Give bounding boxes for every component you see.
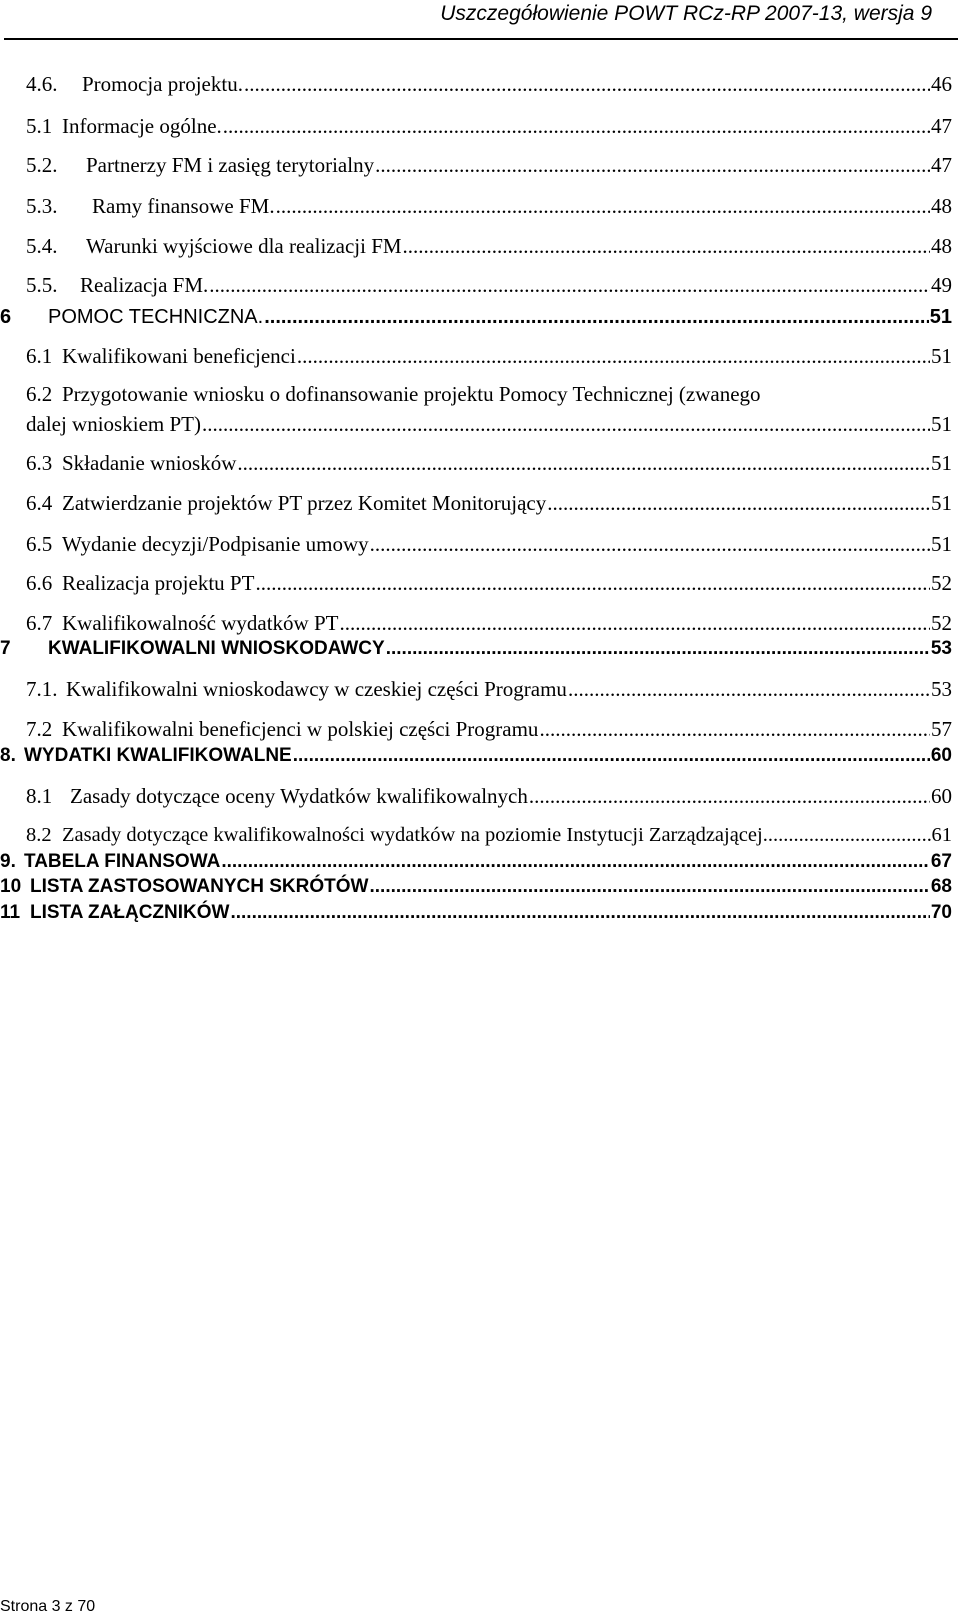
toc-entry-number: 4.6. bbox=[26, 72, 58, 96]
toc-entry-title: Kwalifikowani beneficjenci bbox=[62, 344, 296, 368]
toc-entry-number: 8. bbox=[0, 745, 16, 766]
toc-entry-6[interactable] bbox=[0, 306, 952, 329]
toc-entry-6-4[interactable] bbox=[0, 491, 952, 516]
toc-entry-page: 51 bbox=[931, 491, 952, 515]
toc-entry-page: 46 bbox=[931, 72, 952, 96]
toc-entry-page: 51 bbox=[931, 412, 952, 436]
toc-dot-leader bbox=[221, 851, 930, 873]
toc-dot-leader bbox=[255, 571, 930, 596]
toc-dot-leader bbox=[276, 194, 930, 219]
toc-entry-page: 67 bbox=[930, 851, 952, 872]
toc-entry-page: 48 bbox=[931, 194, 952, 218]
toc-dot-leader bbox=[297, 344, 930, 369]
toc-dot-leader bbox=[237, 451, 930, 476]
toc-entry-title: Kwalifikowalni beneficjenci w polskiej części Programu bbox=[62, 717, 539, 741]
toc-entry-title: Promocja projektu. bbox=[82, 72, 243, 96]
toc-entry-title: Zasady dotyczące oceny Wydatków kwalifikowalnych bbox=[70, 784, 528, 808]
toc-entry-number: 6.3 bbox=[26, 451, 53, 475]
header-rule bbox=[4, 38, 958, 40]
toc-dot-leader bbox=[539, 717, 930, 742]
toc-dot-leader bbox=[568, 677, 930, 702]
toc-dot-leader bbox=[403, 234, 930, 259]
toc-dot-leader bbox=[244, 72, 930, 97]
toc-entry-number: 6.1 bbox=[26, 344, 53, 368]
toc-entry-page: 53 bbox=[930, 638, 952, 659]
toc-entry-number: 6.7 bbox=[26, 611, 53, 635]
toc-dot-leader bbox=[202, 412, 930, 437]
toc-entry-title: Partnerzy FM i zasięg terytorialny bbox=[86, 153, 375, 177]
toc-entry-5-3[interactable] bbox=[0, 194, 952, 219]
toc-entry-title-continued: dalej wnioskiem PT) bbox=[26, 412, 201, 436]
toc-entry-number: 5.3. bbox=[26, 194, 58, 218]
toc-entry-title: Wydanie decyzji/Podpisanie umowy bbox=[62, 532, 369, 556]
toc-entry-number: 7 bbox=[0, 638, 11, 659]
toc-entry-7[interactable] bbox=[0, 638, 952, 660]
toc-entry-page: 70 bbox=[930, 902, 952, 923]
page-header: Uszczegółowienie POWT RCz-RP 2007-13, wersja 9 bbox=[440, 2, 932, 25]
toc-entry-page: 60 bbox=[931, 784, 952, 808]
toc-entry-page: 49 bbox=[931, 273, 952, 297]
toc-entry-number: 5.2. bbox=[26, 153, 58, 177]
toc-entry-8[interactable] bbox=[0, 745, 952, 767]
toc-dot-leader bbox=[547, 491, 930, 516]
toc-dot-leader bbox=[369, 876, 929, 898]
toc-entry-page: 51 bbox=[929, 306, 952, 328]
toc-entry-number: 6.5 bbox=[26, 532, 53, 556]
toc-entry-number: 6.2 bbox=[26, 382, 53, 406]
toc-dot-leader bbox=[370, 532, 930, 557]
toc-entry-9[interactable] bbox=[0, 851, 952, 873]
toc-dot-leader bbox=[339, 611, 930, 636]
toc-entry-title: LISTA ZASTOSOWANYCH SKRÓTÓW bbox=[30, 876, 369, 897]
toc-dot-leader bbox=[264, 306, 929, 329]
toc-entry-title: Przygotowanie wniosku o dofinansowanie projektu Pomocy Technicznej (zwanego bbox=[62, 382, 761, 406]
toc-entry-number: 6 bbox=[0, 306, 12, 328]
toc-entry-page: 48 bbox=[931, 234, 952, 258]
toc-dot-leader bbox=[763, 824, 932, 847]
toc-entry-page: 51 bbox=[931, 344, 952, 368]
toc-dot-leader bbox=[209, 273, 930, 298]
toc-entry-number: 11 bbox=[0, 902, 21, 923]
toc-entry-title: Ramy finansowe FM. bbox=[92, 194, 275, 218]
toc-dot-leader bbox=[223, 114, 930, 139]
toc-dot-leader bbox=[375, 153, 930, 178]
toc-dot-leader bbox=[386, 638, 930, 660]
toc-entry-title: Zatwierdzanie projektów PT przez Komitet Monitorujący bbox=[62, 491, 547, 515]
toc-entry-5-5[interactable] bbox=[0, 273, 952, 298]
toc-entry-11[interactable] bbox=[0, 902, 952, 924]
toc-entry-page: 60 bbox=[930, 745, 952, 766]
toc-entry-number: 6.4 bbox=[26, 491, 53, 515]
toc-entry-6-1[interactable] bbox=[0, 344, 952, 369]
toc-entry-6-3[interactable] bbox=[0, 451, 952, 476]
toc-entry-8-2[interactable] bbox=[0, 824, 952, 847]
toc-entry-title: TABELA FINANSOWA bbox=[24, 851, 221, 872]
toc-entry-title: Zasady dotyczące kwalifikowalności wydatków na poziomie Instytucji Zarządzającej bbox=[62, 824, 763, 846]
toc-entry-title: Kwalifikowalność wydatków PT bbox=[62, 611, 339, 635]
toc-entry-5-1[interactable] bbox=[0, 114, 952, 139]
toc-entry-number: 8.2 bbox=[26, 824, 52, 846]
toc-entry-number: 5.4. bbox=[26, 234, 58, 258]
toc-entry-10[interactable] bbox=[0, 876, 952, 898]
toc-entry-page: 52 bbox=[931, 571, 952, 595]
toc-entry-page: 51 bbox=[931, 451, 952, 475]
toc-entry-title: LISTA ZAŁĄCZNIKÓW bbox=[30, 902, 230, 923]
toc-entry-title: Kwalifikowalni wnioskodawcy w czeskiej części Programu bbox=[66, 677, 567, 701]
toc-entry-5-4[interactable] bbox=[0, 234, 952, 259]
toc-entry-page: 51 bbox=[931, 532, 952, 556]
toc-entry-number: 5.5. bbox=[26, 273, 58, 297]
toc-entry-6-2-line1[interactable] bbox=[26, 382, 761, 407]
toc-entry-number: 10 bbox=[0, 876, 22, 897]
page-number-footer: Strona 3 z 70 bbox=[0, 1598, 96, 1615]
toc-entry-number: 5.1 bbox=[26, 114, 53, 138]
toc-entry-title: Warunki wyjściowe dla realizacji FM bbox=[86, 234, 402, 258]
toc-entry-title: POMOC TECHNICZNA. bbox=[48, 306, 264, 328]
toc-entry-page: 57 bbox=[931, 717, 952, 741]
toc-entry-page: 61 bbox=[931, 824, 952, 846]
toc-entry-number: 6.6 bbox=[26, 571, 53, 595]
toc-entry-8-1[interactable] bbox=[0, 784, 952, 809]
toc-dot-leader bbox=[529, 784, 930, 809]
toc-entry-title: WYDATKI KWALIFIKOWALNE bbox=[24, 745, 292, 766]
toc-entry-title: Składanie wniosków bbox=[62, 451, 237, 475]
toc-entry-title: Realizacja projektu PT bbox=[62, 571, 255, 595]
toc-entry-page: 52 bbox=[931, 611, 952, 635]
toc-entry-page: 68 bbox=[930, 876, 952, 897]
toc-entry-7-1[interactable] bbox=[0, 677, 952, 702]
toc-entry-6-7[interactable] bbox=[0, 611, 952, 636]
toc-entry-page: 47 bbox=[931, 114, 952, 138]
toc-entry-title: KWALIFIKOWALNI WNIOSKODAWCY bbox=[48, 638, 385, 659]
toc-entry-6-5[interactable] bbox=[0, 532, 952, 557]
toc-entry-number: 7.2 bbox=[26, 717, 53, 741]
toc-entry-page: 47 bbox=[931, 153, 952, 177]
toc-dot-leader bbox=[293, 745, 930, 767]
toc-entry-number: 9. bbox=[0, 851, 16, 872]
toc-entry-number: 8.1 bbox=[26, 784, 53, 808]
toc-entry-number: 7.1. bbox=[26, 677, 58, 701]
toc-entry-6-6[interactable] bbox=[0, 571, 952, 596]
toc-entry-title: Informacje ogólne. bbox=[62, 114, 222, 138]
toc-entry-7-2[interactable] bbox=[0, 717, 952, 742]
toc-entry-page: 53 bbox=[931, 677, 952, 701]
toc-entry-title: Realizacja FM. bbox=[80, 273, 209, 297]
toc-dot-leader bbox=[230, 902, 929, 924]
toc-entry-6-2-line2[interactable] bbox=[0, 412, 952, 437]
toc-entry-5-2[interactable] bbox=[0, 153, 952, 178]
toc-entry-4-6[interactable] bbox=[0, 72, 952, 97]
